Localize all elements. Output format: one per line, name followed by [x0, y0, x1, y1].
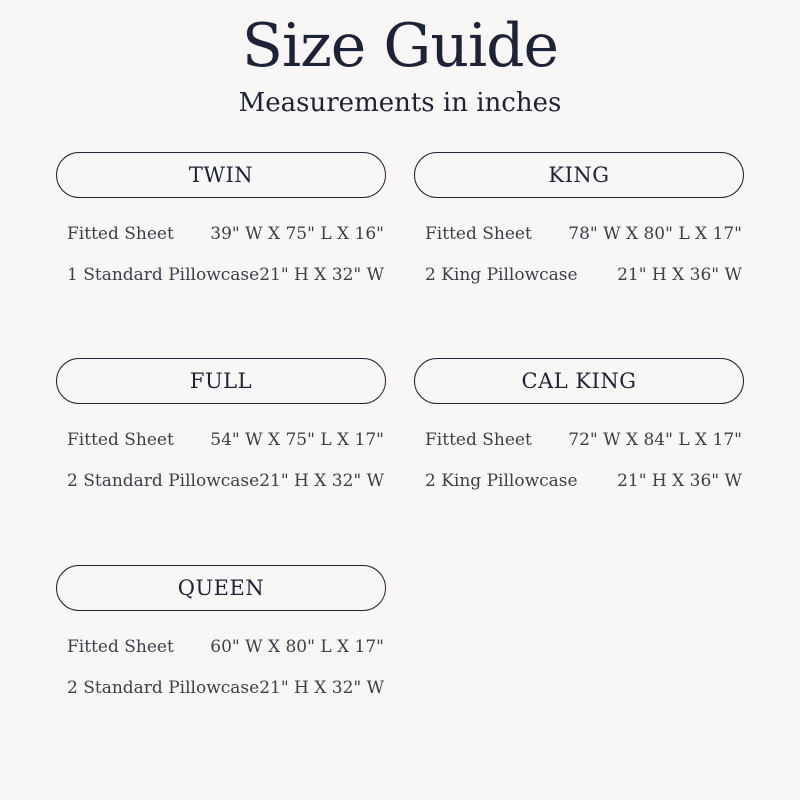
size-row — [56, 469, 386, 493]
size-row — [414, 222, 744, 246]
size-row — [414, 263, 744, 287]
page-subtitle: Measurements in inches — [238, 88, 562, 118]
size-row — [56, 676, 386, 700]
size-label-full: FULL — [56, 358, 386, 404]
item-measurement: 21" H X 32" W — [259, 265, 385, 285]
page-title: Size Guide — [241, 11, 559, 81]
size-section-twin — [56, 152, 386, 287]
item-measurement: 78" W X 80" L X 17" — [568, 224, 742, 244]
item-measurement: 72" W X 84" L X 17" — [568, 430, 742, 450]
size-section-cal-king — [414, 358, 744, 493]
size-label-king: KING — [414, 152, 744, 198]
size-section-queen — [56, 565, 386, 700]
item-measurement: 21" H X 36" W — [617, 471, 742, 491]
size-section-full — [56, 358, 386, 493]
item-measurement: 60" W X 80" L X 17" — [210, 637, 384, 657]
size-row — [56, 428, 386, 452]
item-name: 2 Standard Pillowcase — [67, 471, 260, 491]
item-name: Fitted Sheet — [67, 224, 174, 244]
item-name: 1 Standard Pillowcase — [67, 265, 260, 285]
size-row — [56, 222, 386, 246]
item-name: 2 King Pillowcase — [425, 471, 578, 491]
size-row — [56, 635, 386, 659]
size-row — [56, 263, 386, 287]
item-name: Fitted Sheet — [67, 430, 174, 450]
item-name: Fitted Sheet — [425, 430, 532, 450]
item-name: Fitted Sheet — [67, 637, 174, 657]
size-label-twin: TWIN — [56, 152, 386, 198]
size-label-cal-king: CAL KING — [414, 358, 744, 404]
size-section-king — [414, 152, 744, 287]
size-label-queen: QUEEN — [56, 565, 386, 611]
item-measurement: 39" W X 75" L X 16" — [210, 224, 384, 244]
item-measurement: 21" H X 32" W — [259, 678, 385, 698]
item-measurement: 54" W X 75" L X 17" — [210, 430, 384, 450]
item-name: 2 King Pillowcase — [425, 265, 578, 285]
size-row — [414, 469, 744, 493]
item-measurement: 21" H X 32" W — [259, 471, 385, 491]
item-name: Fitted Sheet — [425, 224, 532, 244]
item-name: 2 Standard Pillowcase — [67, 678, 260, 698]
item-measurement: 21" H X 36" W — [617, 265, 742, 285]
size-row — [414, 428, 744, 452]
